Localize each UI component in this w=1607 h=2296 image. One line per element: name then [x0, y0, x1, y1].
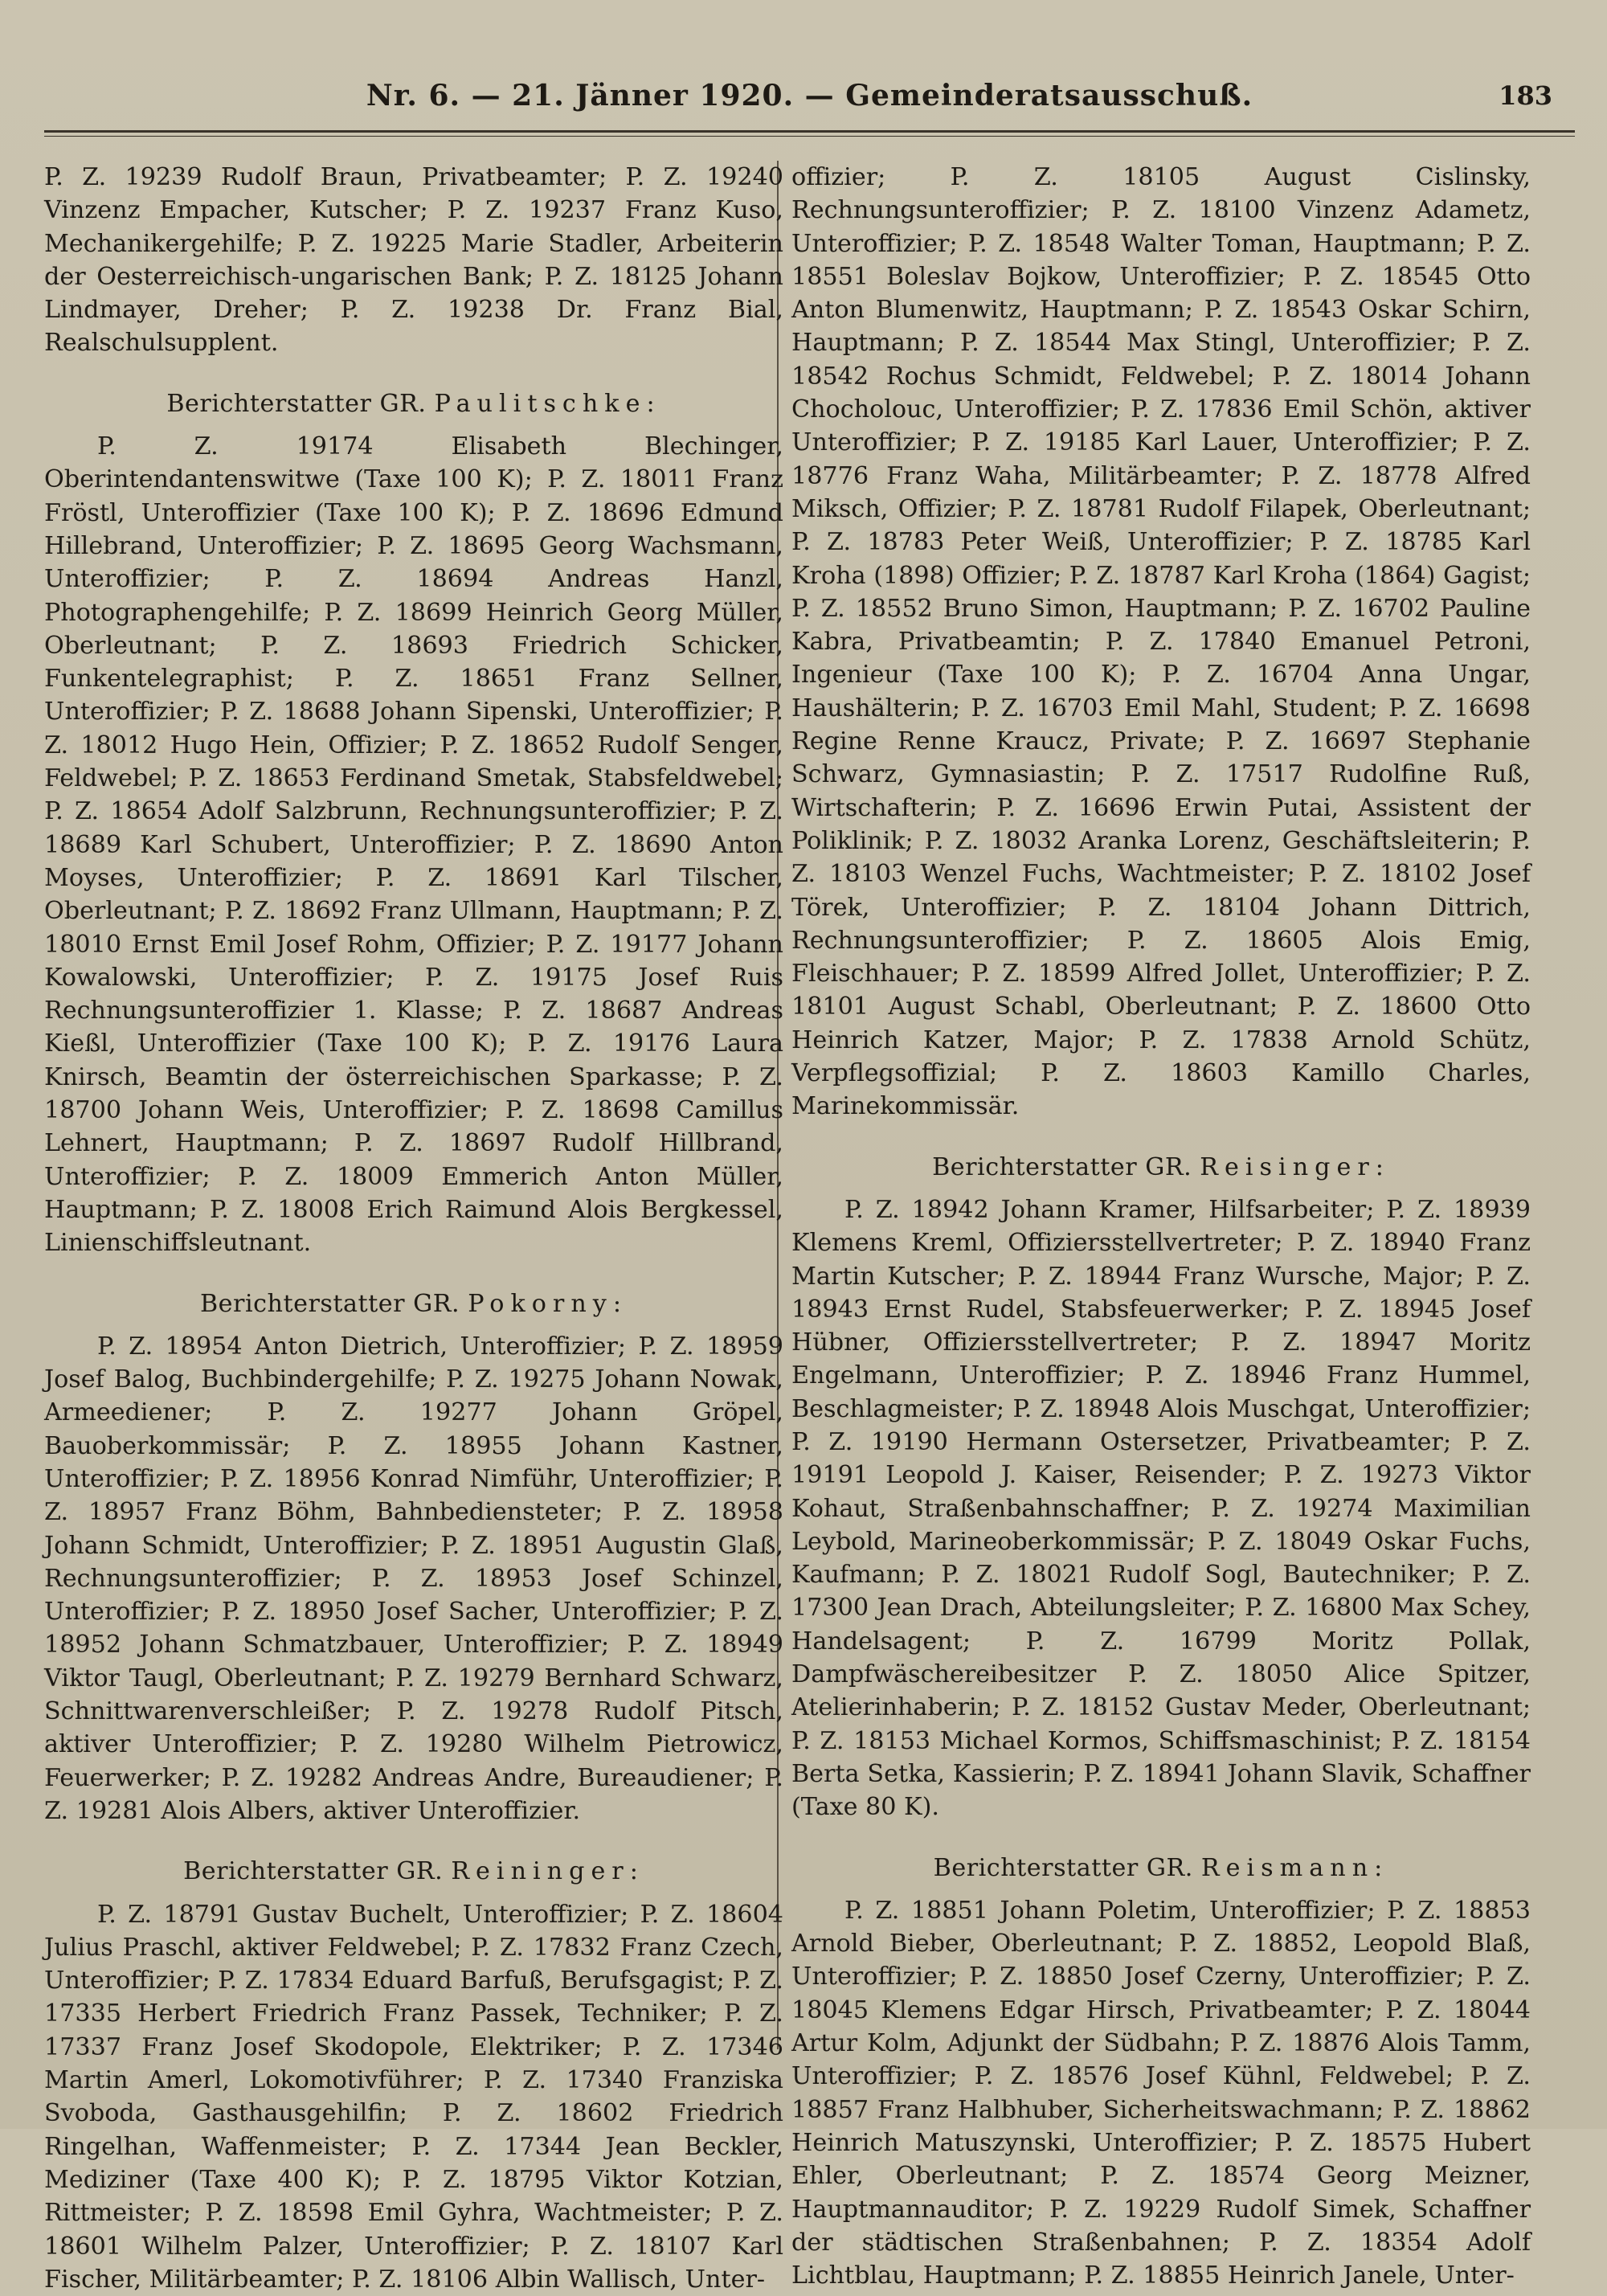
continuation-paragraph: offizier; P. Z. 18105 August Cislinsky, Rechnungsunteroffizier; P. Z. 18100 Vinzenz Adametz, Unteroffizier; P. Z. 18548 Walter Toman, Hauptmann; P. Z. 18551 Boleslav Bojkow, Unteroffizier; P. Z. 18545 Otto Anton Blumenwitz, Hauptmann; P. Z. 18543 Oskar Schirn, Hauptmann; P. Z. 18544 Max Stingl, Unteroffizier; P. Z. 18542 Rochus Schmidt, Feldwebel; P. Z. 18014 Johann Chocholouc, Unteroffizier; P. Z. 17836 Emil Schön, aktiver Unteroffizier; P. Z. 19185 Karl Lauer, Unteroffizier; P. Z. 18776 Franz Waha, Militärbeamter; P. Z. 18778 Alfred Miksch, Offizier; P. Z. 18781 Rudolf Filapek, Oberleutnant; P. Z. 18783 Peter Weiß, Unteroffizier; P. Z. 18785 Karl Kroha (1898) Offizier; P. Z. 18787 Karl Kroha (1864) Gagist; P. Z. 18552 Bruno Simon, Hauptmann; P. Z. 16702 Pauline Kabra, Privatbeamtin; P. Z. 17840 Emanuel Petroni, Ingenieur (Taxe 100 K); P. Z. 16704 Anna Ungar, Haushälterin; P. Z. 16703 Emil Mahl, Student; P. Z. 16698 Regine Renne Kraucz, Private; P. Z. 16697 Stephanie Schwarz, Gymnasiastin; P. Z. 17517 Rudolfine Ruß, Wirtschafterin; P. Z. 16696 Erwin Putai, Assistent der Poliklinik; P. Z. 18032 Aranka Lorenz, Geschäftsleiterin; P. Z. 18103 Wenzel Fuchs, Wachtmeister; P. Z. 18102 Josef Törek, Unteroffizier; P. Z. 18104 Johann Dittrich, Rechnungsunteroffizier; P. Z. 18605 Alois Emig, Fleischhauer; P. Z. 18599 Alfred Jollet, Unteroffizier; P. Z. 18101 August Schabl, Oberleutnant; P. Z. 18600 Otto Heinrich Katzer, Major; P. Z. 17838 Arnold Schütz, Verpflegsoffizial; P. Z. 18603 Kamillo Charles, Marinekommissär. — [791, 163, 1531, 1121]
rapporteur-heading-paulitschke — [44, 387, 783, 420]
rapporteur-prefix: Berichterstatter GR. — [933, 1853, 1193, 1882]
rapporteur-prefix: Berichterstatter GR. — [932, 1152, 1192, 1181]
rapporteur-heading-reismann — [791, 1852, 1531, 1885]
rapporteur-heading-pokorny — [44, 1287, 783, 1320]
section-paragraph-reismann: P. Z. 18851 Johann Poletim, Unteroffizier; P. Z. 18853 Arnold Bieber, Oberleutnant; P. Z. 18852, Leopold Blaß, Unteroffizier; P. Z. 18850 Josef Czerny, Unteroffizier; P. Z. 18045 Klemens Edgar Hirsch, Privatbeamter; P. Z. 18044 Artur Kolm, Adjunkt der Südbahn; P. Z. 18876 Alois Tamm, Unteroffizier; P. Z. 18576 Josef Kühnl, Feldwebel; P. Z. 18857 Franz Halbhuber, Sicherheitswachmann; P. Z. 18862 Heinrich Matuszynski, Unteroffizier; P. Z. 18575 Hubert Ehler, Oberleutnant; P. Z. 18574 Georg Meizner, Hauptmannauditor; P. Z. 19229 Rudolf Simek, Schaffner der städtischen Straßenbahnen; P. Z. 18354 Adolf Lichtblau, Hauptmann; P. Z. 18855 Heinrich Janele, Unter- — [791, 1896, 1531, 2290]
rapporteur-name: Paulitschke: — [434, 389, 661, 418]
page-header — [44, 74, 1575, 122]
right-column — [791, 161, 1531, 2292]
left-column — [44, 161, 783, 2296]
rapporteur-name: Reininger: — [451, 1857, 644, 1886]
rapporteur-name: Reismann: — [1200, 1853, 1389, 1882]
issue-line: Nr. 6. — 21. Jänner 1920. — Gemeinderatsausschuß. — [366, 79, 1253, 113]
rapporteur-name: Pokorny: — [468, 1289, 628, 1318]
page-number: 183 — [1499, 80, 1552, 111]
header-rule — [44, 130, 1575, 137]
section-paragraph-paulitschke: P. Z. 19174 Elisabeth Blechinger, Oberintendantenswitwe (Taxe 100 K); P. Z. 18011 Franz Fröstl, Unteroffizier (Taxe 100 K); P. Z. 18696 Edmund Hillebrand, Unteroffizier; P. Z. 18695 Georg Wachsmann, Unteroffizier; P. Z. 18694 Andreas Hanzl, Photographengehilfe; P. Z. 18699 Heinrich Georg Müller, Oberleutnant; P. Z. 18693 Friedrich Schicker, Funkentelegraphist; P. Z. 18651 Franz Sellner, Unteroffizier; P. Z. 18688 Johann Sipenski, Unteroffizier; P. Z. 18012 Hugo Hein, Offizier; P. Z. 18652 Rudolf Senger, Feldwebel; P. Z. 18653 Ferdinand Smetak, Stabsfeldwebel; P. Z. 18654 Adolf Salzbrunn, Rechnungsunteroffizier; P. Z. 18689 Karl Schubert, Unteroffizier; P. Z. 18690 Anton Moyses, Unteroffizier; P. Z. 18691 Karl Tilscher, Oberleutnant; P. Z. 18692 Franz Ullmann, Hauptmann; P. Z. 18010 Ernst Emil Josef Rohm, Offizier; P. Z. 19177 Johann Kowalowski, Unteroffizier; P. Z. 19175 Josef Ruis Rechnungsunteroffizier 1. Klasse; P. Z. 18687 Andreas Kießl, Unteroffizier (Taxe 100 K); P. Z. 19176 Laura Knirsch, Beamtin der österreichischen Sparkasse; P. Z. 18700 Johann Weis, Unteroffizier; P. Z. 18698 Camillus Lehnert, Hauptmann; P. Z. 18697 Rudolf Hillbrand, Unteroffizier; P. Z. 18009 Emmerich Anton Müller, Hauptmann; P. Z. 18008 Erich Raimund Alois Bergkessel, Linienschiffsleutnant. — [44, 432, 783, 1258]
intro-paragraph: P. Z. 19239 Rudolf Braun, Privatbeamter; P. Z. 19240 Vinzenz Empacher, Kutscher; P. Z. 19237 Franz Kuso, Mechanikergehilfe; P. Z. 19225 Marie Stadler, Arbeiterin der Oesterreichisch-ungarischen Bank; P. Z. 18125 Johann Lindmayer, Dreher; P. Z. 19238 Dr. Franz Bial, Realschulsupplent. — [44, 163, 783, 358]
rapporteur-heading-reininger — [44, 1855, 783, 1888]
section-paragraph-reininger: P. Z. 18791 Gustav Buchelt, Unteroffizier; P. Z. 18604 Julius Praschl, aktiver Feldwebel; P. Z. 17832 Franz Czech, Unteroffizier; P. Z. 17834 Eduard Barfuß, Berufsgagist; P. Z. 17335 Herbert Friedrich Franz Passek, Techniker; P. Z. 17337 Franz Josef Skodopole, Elektriker; P. Z. 17346 Martin Amerl, Lokomotivführer; P. Z. 17340 Franziska Svoboda, Gasthausgehilfin; P. Z. 18602 Friedrich Ringelhan, Waffenmeister; P. Z. 17344 Jean Beckler, Mediziner (Taxe 400 K); P. Z. 18795 Viktor Kotzian, Rittmeister; P. Z. 18598 Emil Gyhra, Wachtmeister; P. Z. 18601 Wilhelm Palzer, Unteroffizier; P. Z. 18107 Karl Fischer, Militärbeamter; P. Z. 18106 Albin Wallisch, Unter- — [44, 1900, 783, 2294]
rapporteur-prefix: Berichterstatter GR. — [183, 1857, 444, 1886]
rapporteur-name: Reisinger: — [1200, 1152, 1390, 1181]
rapporteur-heading-reisinger — [791, 1151, 1531, 1184]
section-paragraph-reisinger: P. Z. 18942 Johann Kramer, Hilfsarbeiter; P. Z. 18939 Klemens Kreml, Offiziersstellvertreter; P. Z. 18940 Franz Martin Kutscher; P. Z. 18944 Franz Wursche, Major; P. Z. 18943 Ernst Rudel, Stabsfeuerwerker; P. Z. 18945 Josef Hübner, Offiziersstellvertreter; P. Z. 18947 Moritz Engelmann, Unteroffizier; P. Z. 18946 Franz Hummel, Beschlagmeister; P. Z. 18948 Alois Muschgat, Unteroffizier; P. Z. 19190 Hermann Ostersetzer, Privatbeamter; P. Z. 19191 Leopold J. Kaiser, Reisender; P. Z. 19273 Viktor Kohaut, Straßenbahnschaffner; P. Z. 19274 Maximilian Leybold, Marineoberkommissär; P. Z. 18049 Oskar Fuchs, Kaufmann; P. Z. 18021 Rudolf Sogl, Bautechniker; P. Z. 17300 Jean Drach, Abteilungsleiter; P. Z. 16800 Max Schey, Handelsagent; P. Z. 16799 Moritz Pollak, Dampfwäschereibesitzer P. Z. 18050 Alice Spitzer, Atelierinhaberin; P. Z. 18152 Gustav Meder, Oberleutnant; P. Z. 18153 Michael Kormos, Schiffsmaschinist; P. Z. 18154 Berta Setka, Kassierin; P. Z. 18941 Johann Slavik, Schaffner (Taxe 80 K). — [791, 1195, 1531, 1822]
rapporteur-prefix: Berichterstatter GR. — [166, 389, 427, 418]
rapporteur-prefix: Berichterstatter GR. — [199, 1289, 460, 1318]
section-paragraph-pokorny: P. Z. 18954 Anton Dietrich, Unteroffizier; P. Z. 18959 Josef Balog, Buchbindergehilfe; P. Z. 19275 Johann Nowak, Armeediener; P. Z. 19277 Johann Gröpel, Bauoberkommissär; P. Z. 18955 Johann Kastner, Unteroffizier; P. Z. 18956 Konrad Nimführ, Unteroffizier; P. Z. 18957 Franz Böhm, Bahnbediensteter; P. Z. 18958 Johann Schmidt, Unteroffizier; P. Z. 18951 Augustin Glaß, Rechnungsunteroffizier; P. Z. 18953 Josef Schinzel, Unteroffizier; P. Z. 18950 Josef Sacher, Unteroffizier; P. Z. 18952 Johann Schmatzbauer, Unteroffizier; P. Z. 18949 Viktor Taugl, Oberleutnant; P. Z. 19279 Bernhard Schwarz, Schnittwarenverschleißer; P. Z. 19278 Rudolf Pitsch, aktiver Unteroffizier; P. Z. 19280 Wilhelm Pietrowicz, Feuerwerker; P. Z. 19282 Andreas Andre, Bureaudiener; P. Z. 19281 Alois Albers, aktiver Unteroffizier. — [44, 1332, 783, 1825]
